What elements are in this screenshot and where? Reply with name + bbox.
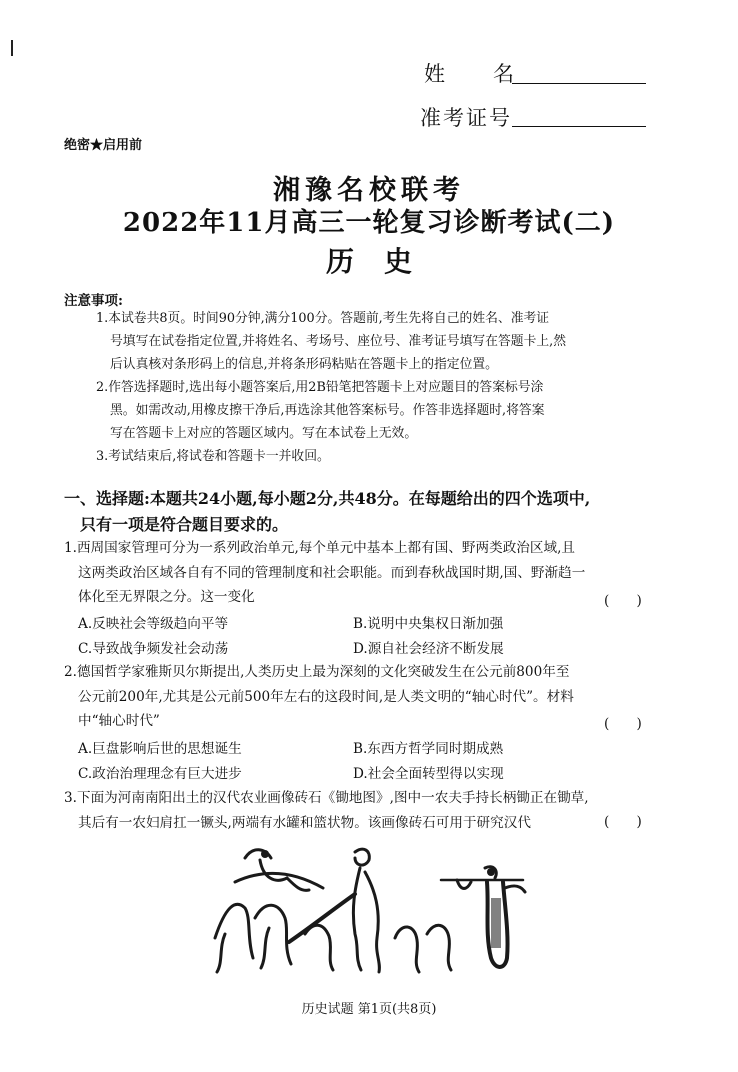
question-text: 公元前200年,尤其是公元前500年左右的这段时间,是人类文明的“轴心时代”。材料 [78,688,574,705]
notice-line: 1.本试卷共8页。时间90分钟,满分100分。答题前,考生先将自己的姓名、准考证 [96,311,550,326]
hoeing-relief-image [205,838,535,978]
exam-id-label: 准考证号 [420,106,512,130]
option-a[interactable]: A.反映社会等级趋向平等 [78,616,229,632]
notice-line: 后认真核对条形码上的信息,并将条形码粘贴在答题卡上的指定位置。 [110,357,498,372]
notice-heading: 注意事项: [64,293,123,309]
question-3 [64,786,589,835]
notice-line: 号填写在试卷指定位置,并将姓名、考场号、座位号、准考证号填写在答题卡上,然 [110,334,567,349]
notice-line: 写在答题卡上对应的答题区域内。写在本试卷上无效。 [110,426,418,441]
notice-line: 2.作答选择题时,选出每小题答案后,用2B铅笔把答题卡上对应题目的答案标号涂 [96,380,544,395]
option-c[interactable]: C.政治治理理念有巨大进步 [78,766,242,782]
question-text: 这两类政治区域各自有不同的管理制度和社会职能。而到春秋战国时期,国、野渐趋一 [78,564,586,581]
subject-title: 历史 [325,245,442,278]
option-d[interactable]: D.社会全面转型得以实现 [353,766,504,782]
name-field[interactable] [512,82,646,84]
question-2 [64,660,574,734]
option-d[interactable]: D.源自社会经济不断发展 [353,641,504,657]
question-text: 中“轴心时代” [78,713,160,729]
option-c[interactable]: C.导致战争频发社会动荡 [78,641,229,657]
section-heading-line: 一、选择题:本题共24小题,每小题2分,共48分。在每题给出的四个选项中, [64,489,591,508]
question-1 [64,536,585,610]
name-label: 姓 名 [424,62,516,86]
question-text: 其后有一农妇肩扛一镢头,两端有水罐和篮状物。该画像砖石可用于研究汉代 [78,814,531,831]
question-text: 3.下面为河南南阳出土的汉代农业画像砖石《锄地图》,图中一农夫手持长柄锄正在锄草, [64,790,589,806]
answer-paren: ( ) [604,593,642,609]
confidential-mark: 绝密★启用前 [64,138,143,153]
question-text: 1.西周国家管理可分为一系列政治单元,每个单元中基本上都有国、野两类政治区域,且 [64,540,575,556]
notice-line: 3.考试结束后,将试卷和答题卡一并收回。 [96,449,330,464]
question-text: 2.德国哲学家雅斯贝尔斯提出,人类历史上最为深刻的文化突破发生在公元前800年至 [64,664,570,680]
answer-paren: ( ) [604,716,642,732]
option-b[interactable]: B.说明中央集权日渐加强 [353,616,504,632]
answer-paren: ( ) [604,814,642,830]
exam-id-field[interactable] [512,125,646,127]
notice-line: 黑。如需改动,用橡皮擦干净后,再选涂其他答案标号。作答非选择题时,将答案 [110,403,545,418]
binding-edge-mark [11,40,13,56]
exam-name-title: 2022年11月高三一轮复习诊断考试(二) [122,208,616,238]
option-a[interactable]: A.巨盘影响后世的思想诞生 [78,741,242,757]
page-footer: 历史试题 第1页(共8页) [301,1002,437,1017]
section-heading [64,486,590,538]
section-heading-line: 只有一项是符合题目要求的。 [80,515,289,534]
option-b[interactable]: B.东西方哲学同时期成熟 [353,741,504,757]
exam-union-title: 湘豫名校联考 [273,175,465,206]
question-text: 体化至无界限之分。这一变化 [78,589,255,605]
